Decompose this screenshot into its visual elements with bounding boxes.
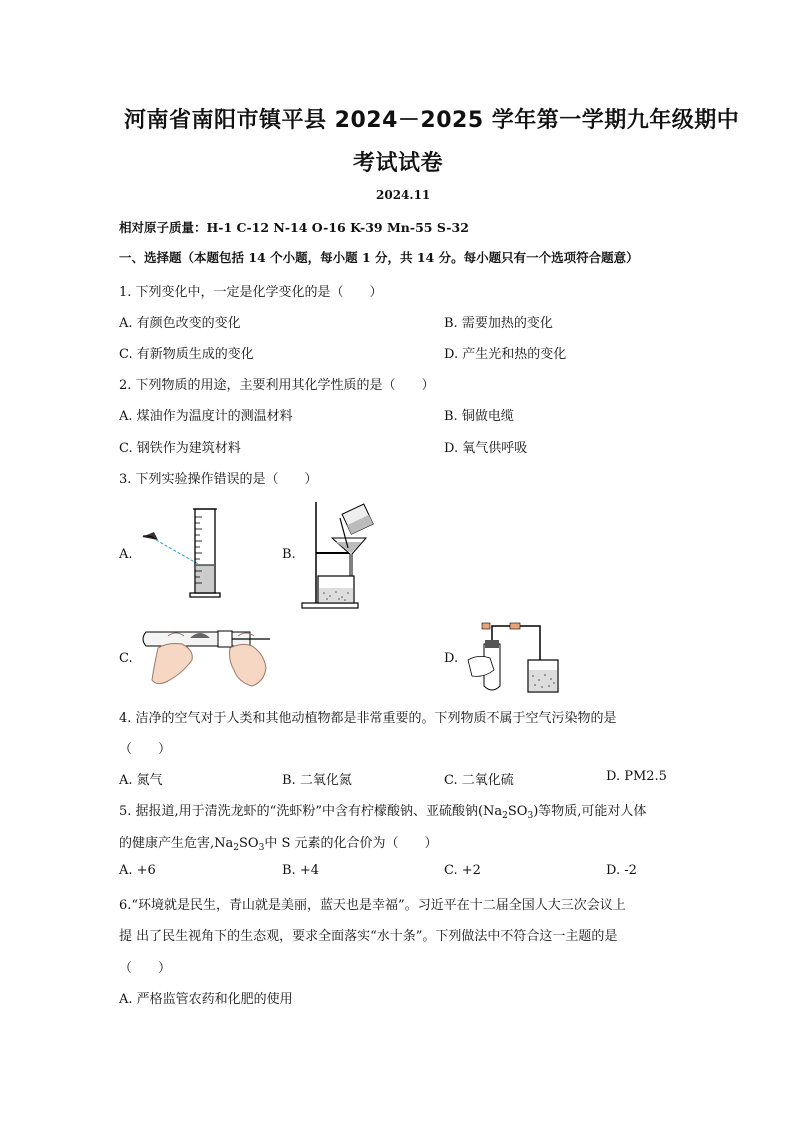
page-title-line1: 河南省南阳市镇平县 2024－2025 学年第一学期九年级期中 (124, 108, 740, 133)
q3-option-d-label: D. (444, 651, 459, 666)
exam-date: 2024.11 (376, 188, 431, 202)
q2-option-a: A. 煤油作为温度计的测温材料 (119, 409, 293, 424)
q3-option-a-label: A. (119, 547, 133, 562)
q3-option-c-label: C. (119, 651, 133, 666)
q1-option-a: A. 有颜色改变的变化 (119, 316, 241, 331)
q4-stem: 4. 洁净的空气对于人类和其他动植物都是非常重要的。下列物质不属于空气污染物的是 (119, 711, 617, 726)
q5-stem-line2: 的健康产生危害$,Na_2SO_3$中 S 元素的化合价为（ ） (119, 836, 438, 853)
q6-stem-line1: 6.“环境就是民生，青山就是美丽，蓝天也是幸福”。习近平在十二届全国人大三次会议上 (119, 898, 626, 913)
q5-option-c: C. +2 (444, 863, 481, 878)
q4-option-c: C. 二氧化硫 (444, 773, 514, 788)
q4-option-d: D. PM2.5 (606, 769, 667, 784)
q5-option-b: B. +4 (282, 863, 319, 878)
gas-delivery-setup-figure (462, 620, 562, 696)
q4-paren: （ ） (119, 742, 172, 757)
q2-option-c: C. 钢铁作为建筑材料 (119, 441, 241, 456)
q1-option-d: D. 产生光和热的变化 (444, 347, 567, 362)
atomic-masses: 相对原子质量：H-1 C-12 N-14 O-16 K-39 Mn-55 S-32 (119, 220, 469, 235)
q2-option-d: D. 氧气供呼吸 (444, 441, 528, 456)
page-title-line2: 考试试卷 (353, 151, 444, 176)
q5-option-d: D. -2 (606, 863, 637, 878)
q1-option-b: B. 需要加热的变化 (444, 316, 553, 331)
q5-option-a: A. +6 (119, 863, 156, 878)
q4-option-a: A. 氮气 (119, 773, 163, 788)
q6-stem-line2: 提 出了民生视角下的生态观，要求全面落实“水十条”。下列做法中不符合这一主题的是 (119, 929, 618, 944)
q4-option-b: B. 二氧化氮 (282, 773, 352, 788)
q2-stem: 2. 下列物质的用途，主要利用其化学性质的是（ ） (119, 378, 435, 393)
q1-stem: 1. 下列变化中，一定是化学变化的是（ ） (119, 285, 383, 300)
filtration-setup-figure (300, 498, 380, 610)
q2-option-b: B. 铜做电缆 (444, 409, 514, 424)
test-tube-hands-figure (138, 622, 278, 690)
q6-option-a: A. 严格监管农药和化肥的使用 (119, 992, 293, 1007)
q1-option-c: C. 有新物质生成的变化 (119, 347, 254, 362)
q6-paren: （ ） (119, 961, 172, 976)
q3-stem: 3. 下列实验操作错误的是（ ） (119, 472, 318, 487)
q3-option-b-label: B. (282, 547, 296, 562)
section-heading: 一、选择题（本题包括 14 个小题，每小题 1 分，共 14 分。每小题只有一个选项符合题意） (119, 250, 639, 265)
q5-stem-line1: 5. 据报道,用于清洗龙虾的“洗虾粉”中含有柠檬酸钠、亚硫酸钠$(Na_2SO_3)$等物质,可能对人体 (119, 804, 647, 821)
graduated-cylinder-reading-figure (140, 505, 230, 601)
